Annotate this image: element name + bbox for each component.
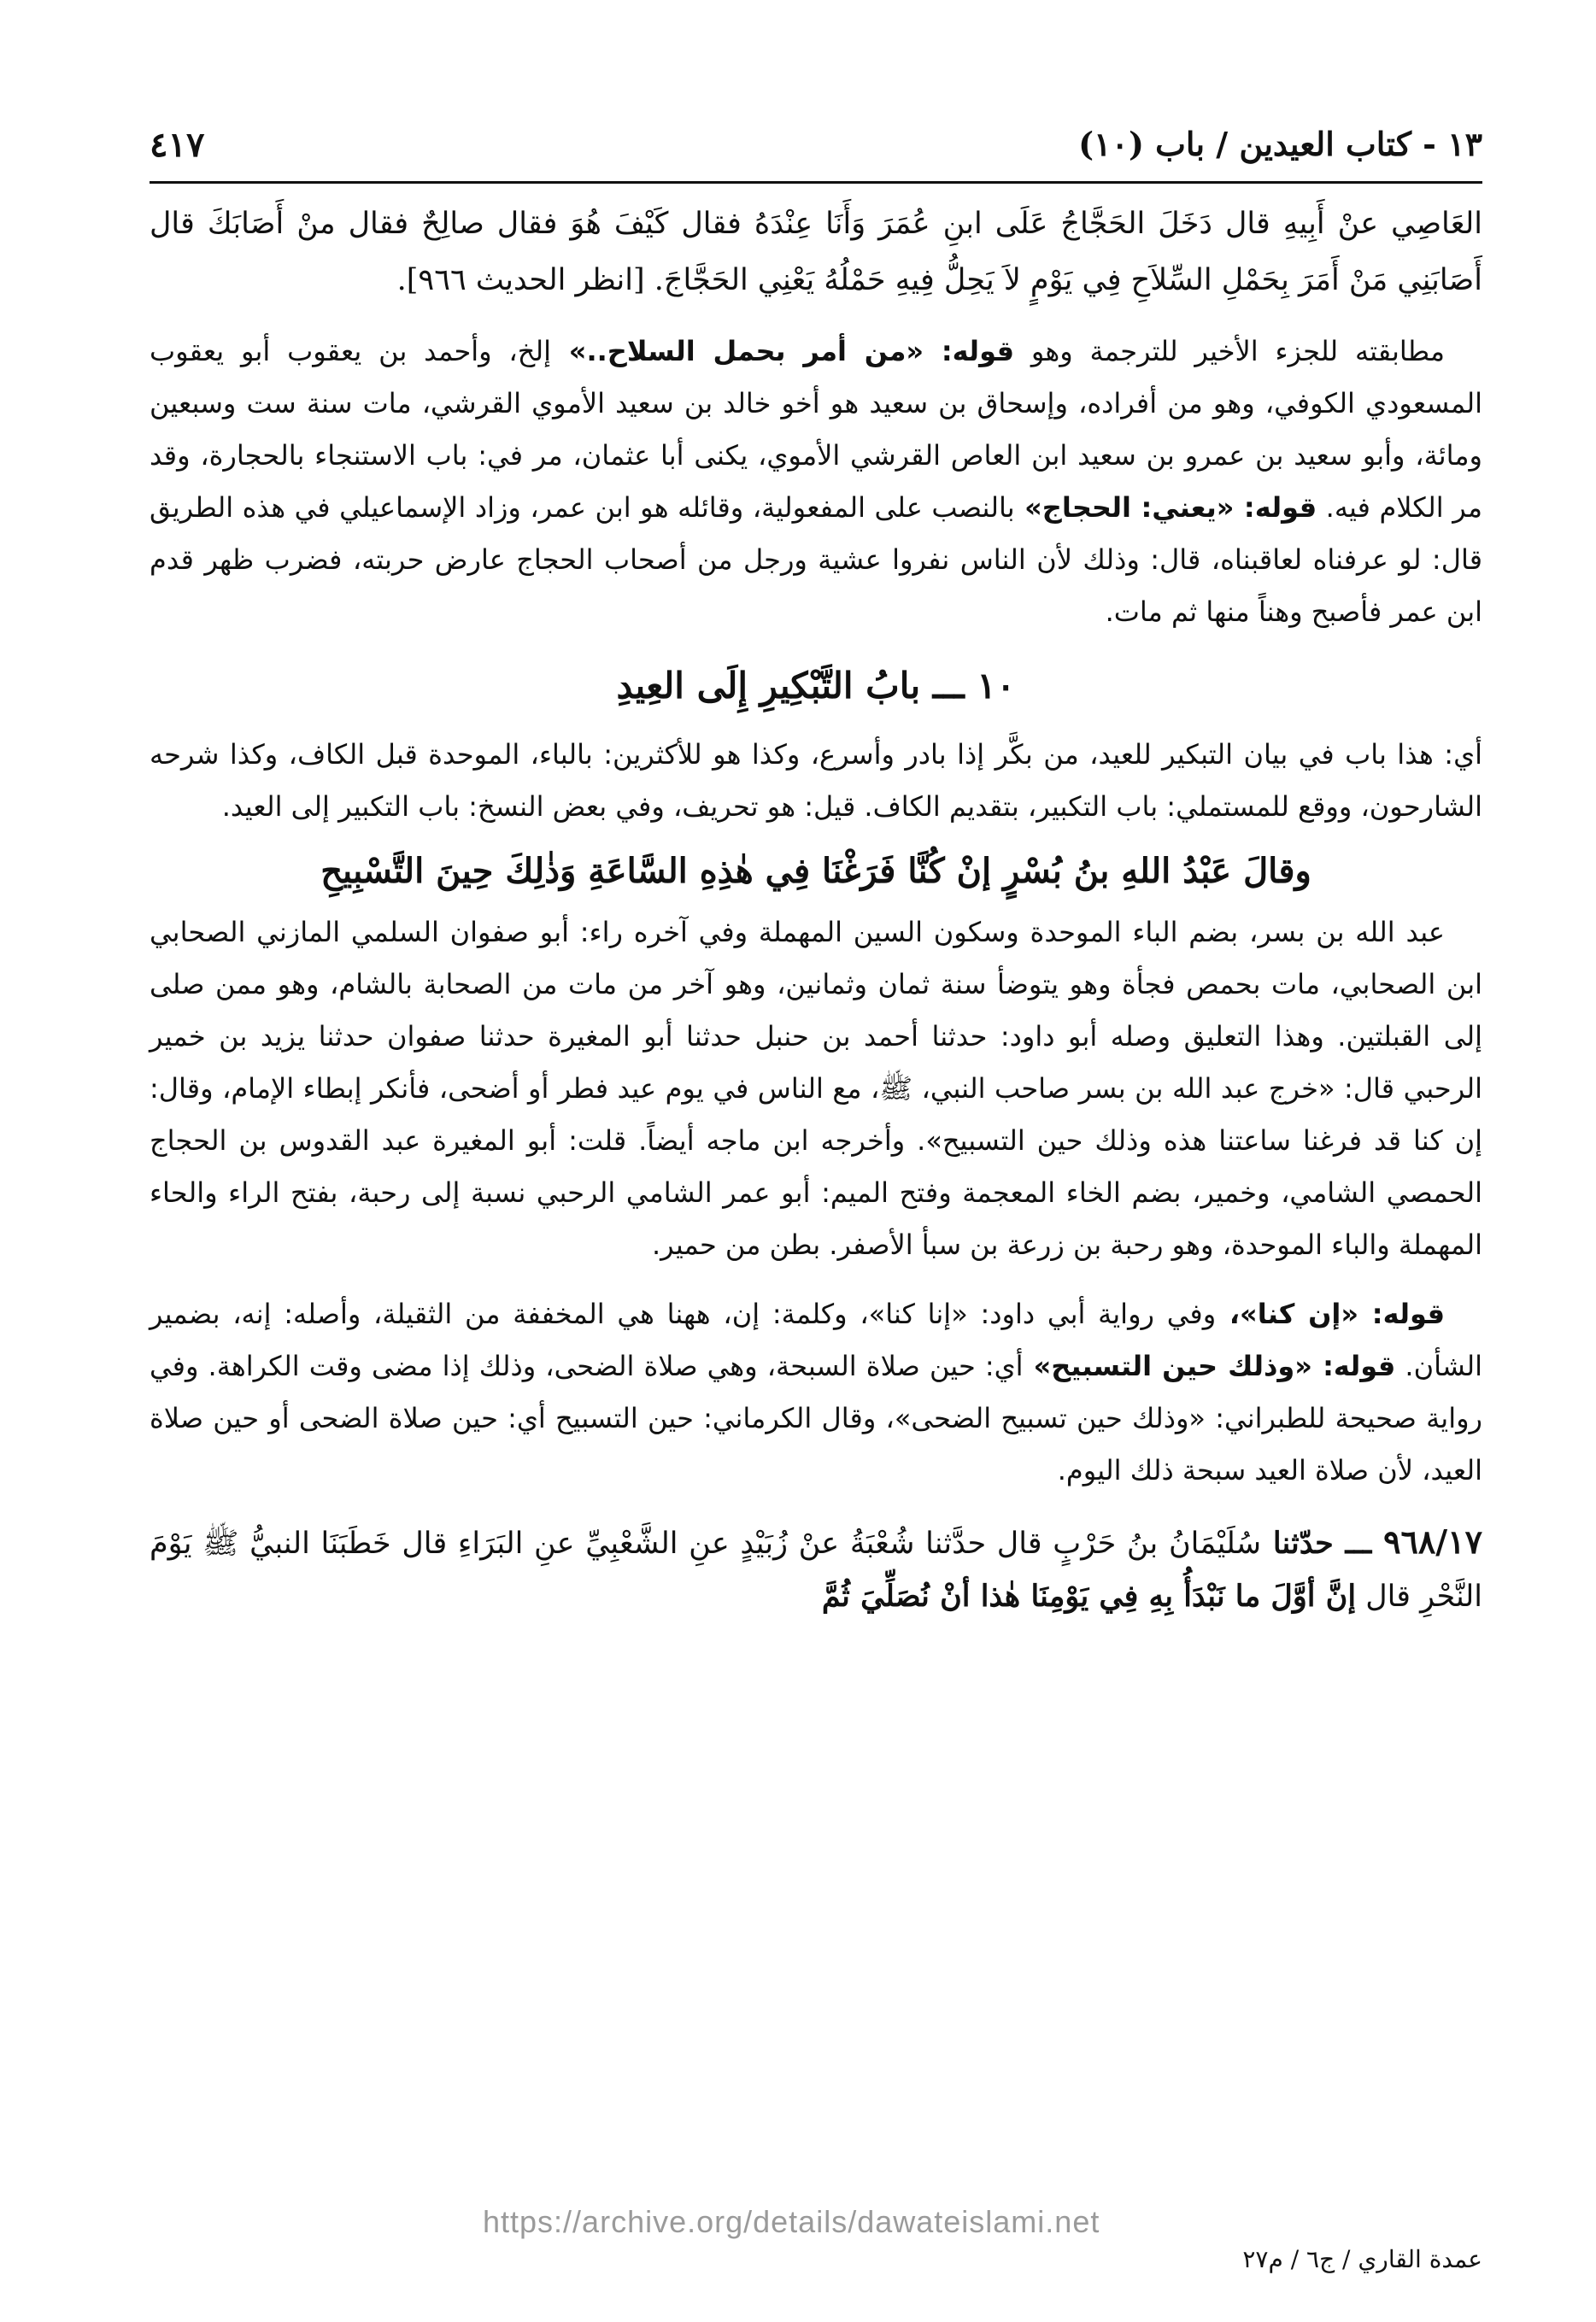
watermark-url: https://archive.org/details/dawateislami.net [483,2204,1100,2239]
book-page [150,120,1482,2290]
chapter-heading: ١٠ ـــ بابُ التَّبْكِيرِ إِلَى العِيدِ [616,665,1016,707]
hadith-entry [150,1516,1482,1623]
commentary-text: أي: حين صلاة السبحة، وهي صلاة الضحى، وذلك إذا مضى وقت الكراهة. وفي رواية صحيحة للطبراني: «وذلك حين تسبيح الضحى»، وقال الكرماني: حين التسبيح أي: حين صلاة الضحى أو حين صلاة العيد، لأن صلاة العيد سبحة ذلك اليوم. [150,1350,1482,1486]
page-header [150,120,1482,184]
page-number: ٤١٧ [150,125,205,165]
commentary-text: مطابقته للجزء الأخير للترجمة وهو [1014,335,1446,367]
commentary-text: بالنصب على المفعولية، وقائله هو ابن عمر، وزاد الإسماعيلي في هذه الطريق قال: لو عرفناه لعاقبناه، قال: وذلك لأن الناس نفروا عشية ورجل من أصحاب الحجاج عارض حربته، فضرب ظهر قدم ابن عمر فأصبح وهناً منها ثم مات. [150,491,1482,628]
quoted-phrase: «يعني: الحجاج» [1014,491,1244,524]
signature-mark: عمدة القاري / ج٦ / م٢٧ [1242,2245,1482,2273]
commentary-text: وفي رواية أبي داود: «إنا كنا»، وكلمة: إن، ههنا هي المخففة من الثقيلة، وأصله: إنه، بضمير الشأن. [150,1298,1483,1382]
page-footer [150,2204,1482,2290]
qawluh-label: قوله: [1371,1298,1446,1330]
quoted-phrase: «وذلك حين التسبيح» [1023,1350,1323,1382]
hadith-number: ٩٦٨/١٧ [1383,1522,1482,1561]
qawluh-label: قوله: [1323,1350,1396,1382]
chapter-explanation: أي: هذا باب في بيان التبكير للعيد، من بكَّر إذا بادر وأسرع، وكذا هو للأكثرين: بالباء، الموحدة قبل الكاف، وكذا شرحه الشارحون، ووقع للمستملي: باب التكبير، بتقديم الكاف. قيل: هو تحريف، وفي بعض النسخ: باب التكبير إلى العيد. [150,738,1482,823]
hadith-isnad: سُلَيْمَانُ بنُ حَرْبٍ قال حدَّثنا شُعْبَةُ عنْ زُبَيْدٍ عنِ الشَّعْبِيِّ عنِ البَرَاءِ قال خَطَبَنَا النبيُّ ﷺ يَوْمَ النَّحْرِ قال [150,1527,1482,1614]
narrator-commentary: عبد الله بن بسر، بضم الباء الموحدة وسكون السين المهملة وفي آخره راء: أبو صفوان السلمي المازني الصحابي ابن الصحابي، مات بحمص فجأة وهو يتوضأ سنة ثمان وثمانين، وهو آخر من مات من الصحابة بالشام، وهو ممن صلى إلى القبلتين. وهذا التعليق وصله أبو داود: حدثنا أحمد بن حنبل حدثنا أبو المغيرة حدثنا صفوان حدثنا يزيد بن خمير الرحبي قال: «خرج عبد الله بن بسر صاحب النبي، ﷺ، مع الناس في يوم عيد فطر أو أضحى، فأنكر إبطاء الإمام، وقال: إن كنا قد فرغنا ساعتنا هذه وذلك حين التسبيح». وأخرجه ابن ماجه أيضاً. قلت: أبو المغيرة عبد القدوس بن الحجاج الحمصي الشامي، وخمير، بضم الخاء المعجمة وفتح الميم: أبو عمر الشامي الرحبي نسبة إلى رحبة، بفتح الراء والحاء المهملة والباء الموحدة، وهو رحبة بن زرعة بن سبأ الأصفر. بطن من حمير. [150,916,1482,1261]
qawluh-label: قوله: [1243,491,1317,524]
muallaq-narration: وقالَ عَبْدُ اللهِ بنُ بُسْرٍ إنْ كُنَّا فَرَغْنَا فِي هٰذِهِ السَّاعَةِ وَذٰلِكَ حِينَ التَّسْبِيحِ [320,851,1311,891]
commentary-text: إلخ، وأحمد بن يعقوب أبو يعقوب المسعودي الكوفي، وهو من أفراده، وإسحاق بن سعيد هو أخو خالد بن سعيد الأموي القرشي، مات سنة ست وسبعين ومائة، وأبو سعيد بن عمرو بن سعيد ابن العاص القرشي الأموي، يكنى أبا عثمان، مر في: باب الاستنجاء بالحجارة، وقد مر الكلام فيه. [150,335,1483,524]
commentary-paragraph [150,1288,1482,1497]
hadith-matn: إنَّ أوَّلَ ما نَبْدَأُ بِهِ فِي يَوْمِنَا هٰذا أنْ نُصَلِّيَ ثُمَّ [821,1579,1357,1614]
quoted-phrase: «من أمر بحمل السلاح..» [551,335,942,367]
hadith-opening: ـــ حدّثنا [1261,1526,1384,1561]
qawluh-label: قوله: [941,335,1015,367]
commentary-paragraph [150,325,1482,638]
quoted-phrase: «إن كنا»، [1216,1298,1372,1330]
running-head: ١٣ - كتاب العيدين / باب (١٠) [1078,125,1482,163]
hadith-continuation: العَاصِي عنْ أَبِيهِ قال دَخَلَ الحَجَّاجُ عَلَى ابنِ عُمَرَ وَأَنَا عِنْدَهُ فقال كَيْفَ هُوَ فقال صالِحٌ فقال منْ أَصَابَكَ قال أَصَابَنِي مَنْ أَمَرَ بِحَمْلِ السِّلاَحِ فِي يَوْمٍ لاَ يَحِلُّ فِيهِ حَمْلُهُ يَعْنِي الحَجَّاجَ. [انظر الحديث ٩٦٦]. [150,207,1482,297]
